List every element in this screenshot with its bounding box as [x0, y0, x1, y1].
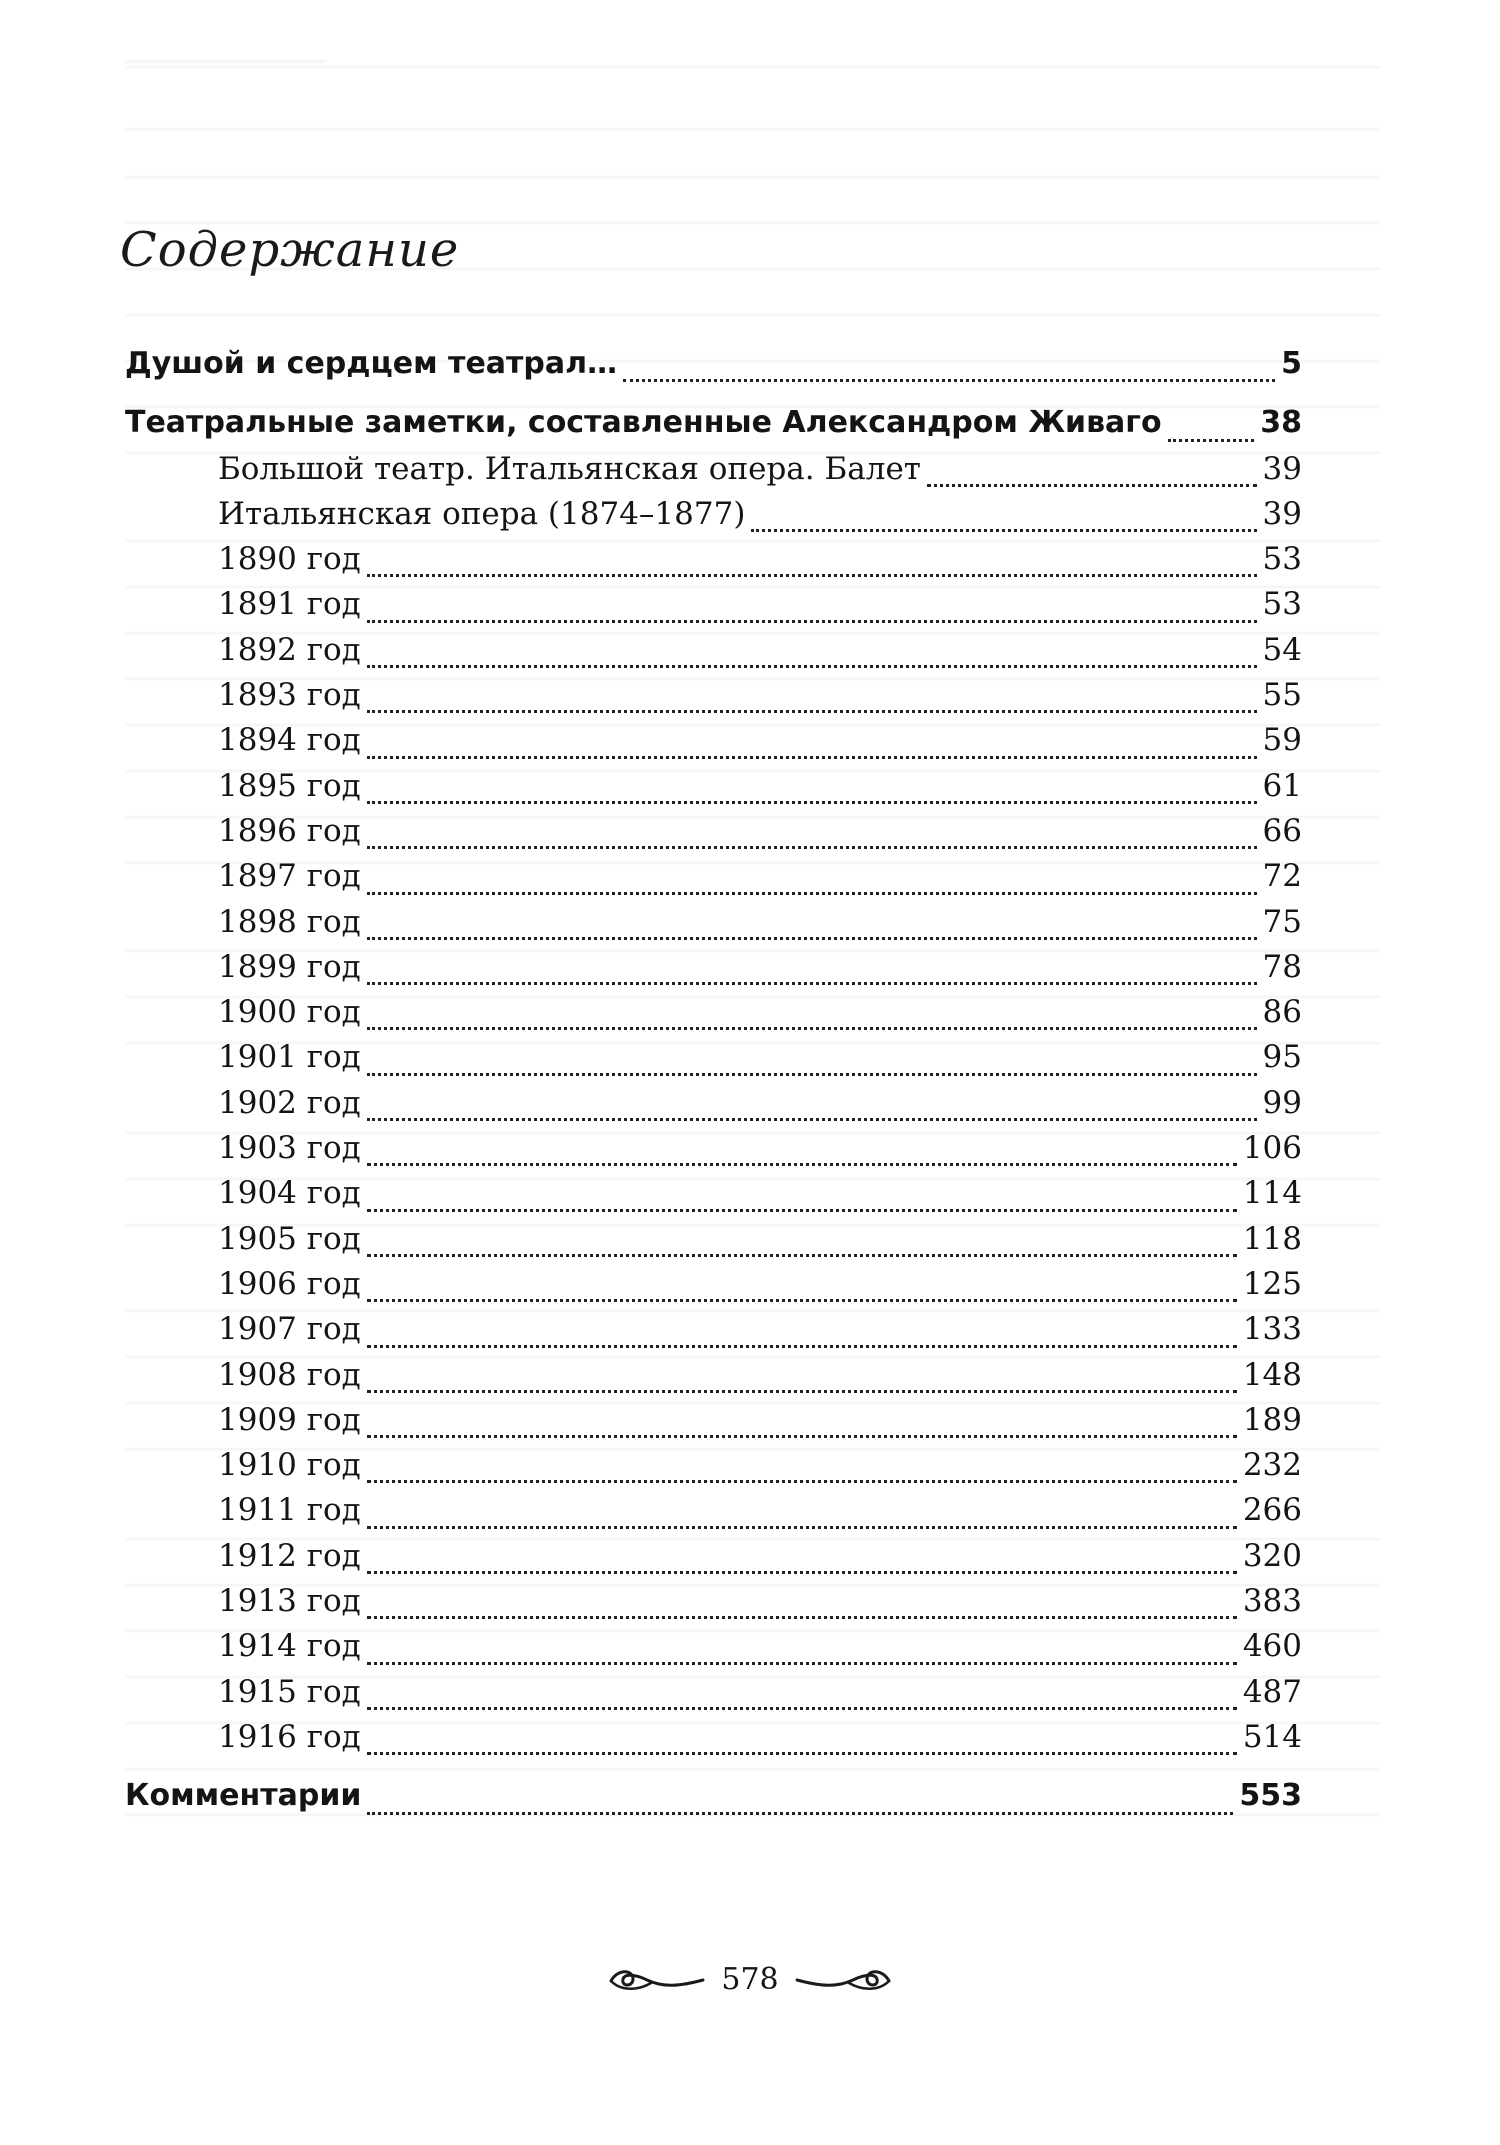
dot-leader — [367, 1209, 1237, 1212]
toc-page-number: 55 — [1262, 677, 1302, 714]
toc-page-number: 95 — [1262, 1039, 1302, 1076]
toc-subentry[interactable] — [125, 1039, 1302, 1084]
dot-leader — [367, 1526, 1237, 1529]
toc-subentry[interactable] — [125, 1674, 1302, 1719]
toc-subentry[interactable] — [125, 586, 1302, 631]
toc-entry-title: 1895 год — [218, 767, 361, 804]
toc-page-number: 383 — [1242, 1583, 1302, 1620]
toc-subentry[interactable] — [125, 1085, 1302, 1130]
toc-subentry[interactable] — [125, 904, 1302, 949]
dot-leader — [367, 892, 1257, 895]
toc-entry-title: Душой и сердцем театрал… — [125, 346, 618, 381]
toc-subentry[interactable] — [125, 1628, 1302, 1673]
toc-entry-title: Большой театр. Итальянская опера. Балет — [218, 450, 921, 487]
dot-leader — [367, 1073, 1257, 1076]
toc-entry-title: 1908 год — [218, 1356, 361, 1393]
toc-page-number: 5 — [1281, 346, 1302, 381]
dot-leader — [367, 1027, 1257, 1030]
toc-entry-title: 1896 год — [218, 812, 361, 849]
toc-page-number: 125 — [1242, 1265, 1302, 1302]
dot-leader — [367, 1812, 1233, 1815]
toc-page-number: 232 — [1242, 1447, 1302, 1484]
toc-page-number: 99 — [1262, 1084, 1302, 1121]
page-number: 578 — [721, 1962, 779, 1997]
toc-page-number: 39 — [1262, 495, 1302, 532]
toc-page-number: 86 — [1262, 994, 1302, 1031]
toc-section-entry[interactable] — [125, 1778, 1302, 1823]
toc-page-number: 553 — [1239, 1778, 1302, 1814]
contents-heading: Содержание — [120, 222, 460, 278]
toc-entry-title: 1897 год — [218, 858, 361, 895]
toc-subentry[interactable] — [125, 1266, 1302, 1311]
dot-leader — [367, 1254, 1237, 1257]
toc-page-number: 106 — [1242, 1130, 1302, 1167]
toc-page-number: 53 — [1262, 586, 1302, 623]
toc-page-number: 78 — [1262, 948, 1302, 985]
right-flourish-icon — [793, 1965, 893, 1995]
toc-entry-title: 1907 год — [218, 1311, 361, 1348]
dot-leader — [367, 574, 1257, 577]
toc-subentry[interactable] — [125, 541, 1302, 586]
dot-leader — [367, 1707, 1237, 1710]
toc-entry-title: 1901 год — [218, 1039, 361, 1076]
dot-leader — [367, 1390, 1237, 1393]
toc-entry-title: Комментарии — [125, 1778, 362, 1814]
page-footer — [0, 1962, 1500, 1997]
toc-page-number: 39 — [1262, 450, 1302, 487]
toc-page-number: 320 — [1242, 1537, 1302, 1574]
toc-entry-title: 1910 год — [218, 1447, 361, 1484]
dot-leader — [367, 1480, 1237, 1483]
dot-leader — [367, 665, 1257, 668]
dot-leader — [367, 982, 1257, 985]
toc-subentry[interactable] — [125, 1719, 1302, 1764]
toc-subentry[interactable] — [125, 677, 1302, 722]
dot-leader — [367, 1163, 1237, 1166]
toc-entry-title: 1900 год — [218, 994, 361, 1031]
toc-entry-title: 1913 год — [218, 1583, 361, 1620]
toc-subentry[interactable] — [125, 1175, 1302, 1220]
toc-subentry[interactable] — [125, 768, 1302, 813]
toc-entry-title: 1911 год — [218, 1492, 361, 1529]
dot-leader — [623, 379, 1275, 382]
toc-subentry[interactable] — [125, 813, 1302, 858]
left-flourish-icon — [607, 1965, 707, 1995]
toc-subentry[interactable] — [125, 1311, 1302, 1356]
dot-leader — [367, 801, 1257, 804]
toc-subentry[interactable] — [125, 1492, 1302, 1537]
toc-subentry[interactable] — [125, 1538, 1302, 1583]
toc-entry-title: 1892 год — [218, 631, 361, 668]
toc-entry-title: Итальянская опера (1874–1877) — [218, 495, 746, 532]
toc-page-number: 266 — [1242, 1492, 1302, 1529]
dot-leader — [1168, 439, 1255, 442]
toc-page-number: 53 — [1262, 541, 1302, 578]
toc-subentry[interactable] — [125, 1357, 1302, 1402]
toc-entry-title: 1894 год — [218, 722, 361, 759]
dot-leader — [367, 1118, 1257, 1121]
toc-page-number: 66 — [1262, 812, 1302, 849]
toc-page-number: 460 — [1242, 1628, 1302, 1665]
toc-entry-title: 1905 год — [218, 1220, 361, 1257]
toc-page-number: 114 — [1242, 1175, 1302, 1212]
toc-entry-title: 1890 год — [218, 541, 361, 578]
toc-page-number: 54 — [1262, 631, 1302, 668]
toc-entry-title: 1914 год — [218, 1628, 361, 1665]
dot-leader — [927, 484, 1257, 487]
toc-page-number: 189 — [1242, 1401, 1302, 1438]
toc-entry-title: 1899 год — [218, 948, 361, 985]
dot-leader — [751, 529, 1256, 532]
toc-subentry[interactable] — [125, 1447, 1302, 1492]
toc-subentry[interactable] — [125, 1130, 1302, 1175]
dot-leader — [367, 1435, 1237, 1438]
toc-subentry[interactable] — [125, 632, 1302, 677]
toc-entry-title: 1904 год — [218, 1175, 361, 1212]
toc-section-entry[interactable] — [125, 405, 1302, 450]
toc-entry-title: 1893 год — [218, 677, 361, 714]
toc-page-number: 118 — [1242, 1220, 1302, 1257]
toc-entry-title: 1906 год — [218, 1265, 361, 1302]
toc-page-number: 133 — [1242, 1311, 1302, 1348]
toc-subentry[interactable] — [125, 1221, 1302, 1266]
dot-leader — [367, 1571, 1237, 1574]
dot-leader — [367, 1299, 1237, 1302]
toc-page-number: 514 — [1242, 1718, 1302, 1755]
dot-leader — [367, 937, 1257, 940]
toc-page-number: 75 — [1262, 903, 1302, 940]
toc-entry-title: Театральные заметки, составленные Александром Живаго — [125, 405, 1162, 441]
dot-leader — [367, 1662, 1237, 1665]
toc-subentry[interactable] — [125, 722, 1302, 767]
toc-page-number: 59 — [1262, 722, 1302, 759]
toc-subentry[interactable] — [125, 496, 1302, 541]
dot-leader — [367, 710, 1257, 713]
dot-leader — [367, 1752, 1237, 1755]
table-of-contents — [125, 346, 1302, 1824]
toc-page-number: 148 — [1242, 1356, 1302, 1393]
dot-leader — [367, 756, 1257, 759]
toc-entry-title: 1916 год — [218, 1718, 361, 1755]
toc-entry-title: 1902 год — [218, 1084, 361, 1121]
dot-leader — [367, 846, 1257, 849]
toc-subentry[interactable] — [125, 994, 1302, 1039]
toc-entry-title: 1891 год — [218, 586, 361, 623]
toc-entry-title: 1903 год — [218, 1130, 361, 1167]
toc-page-number: 61 — [1262, 767, 1302, 804]
toc-page-number: 72 — [1262, 858, 1302, 895]
toc-subentry[interactable] — [125, 949, 1302, 994]
toc-subentry[interactable] — [125, 451, 1302, 496]
toc-subentry[interactable] — [125, 858, 1302, 903]
toc-entry-title: 1909 год — [218, 1401, 361, 1438]
toc-subentry[interactable] — [125, 1583, 1302, 1628]
toc-entry-title: 1898 год — [218, 903, 361, 940]
toc-section-entry[interactable] — [125, 346, 1302, 391]
toc-subentry[interactable] — [125, 1402, 1302, 1447]
toc-page-number: 487 — [1242, 1673, 1302, 1710]
toc-entry-title: 1912 год — [218, 1537, 361, 1574]
dot-leader — [367, 620, 1257, 623]
toc-entry-title: 1915 год — [218, 1673, 361, 1710]
dot-leader — [367, 1616, 1237, 1619]
toc-page-number: 38 — [1260, 405, 1302, 441]
dot-leader — [367, 1345, 1237, 1348]
